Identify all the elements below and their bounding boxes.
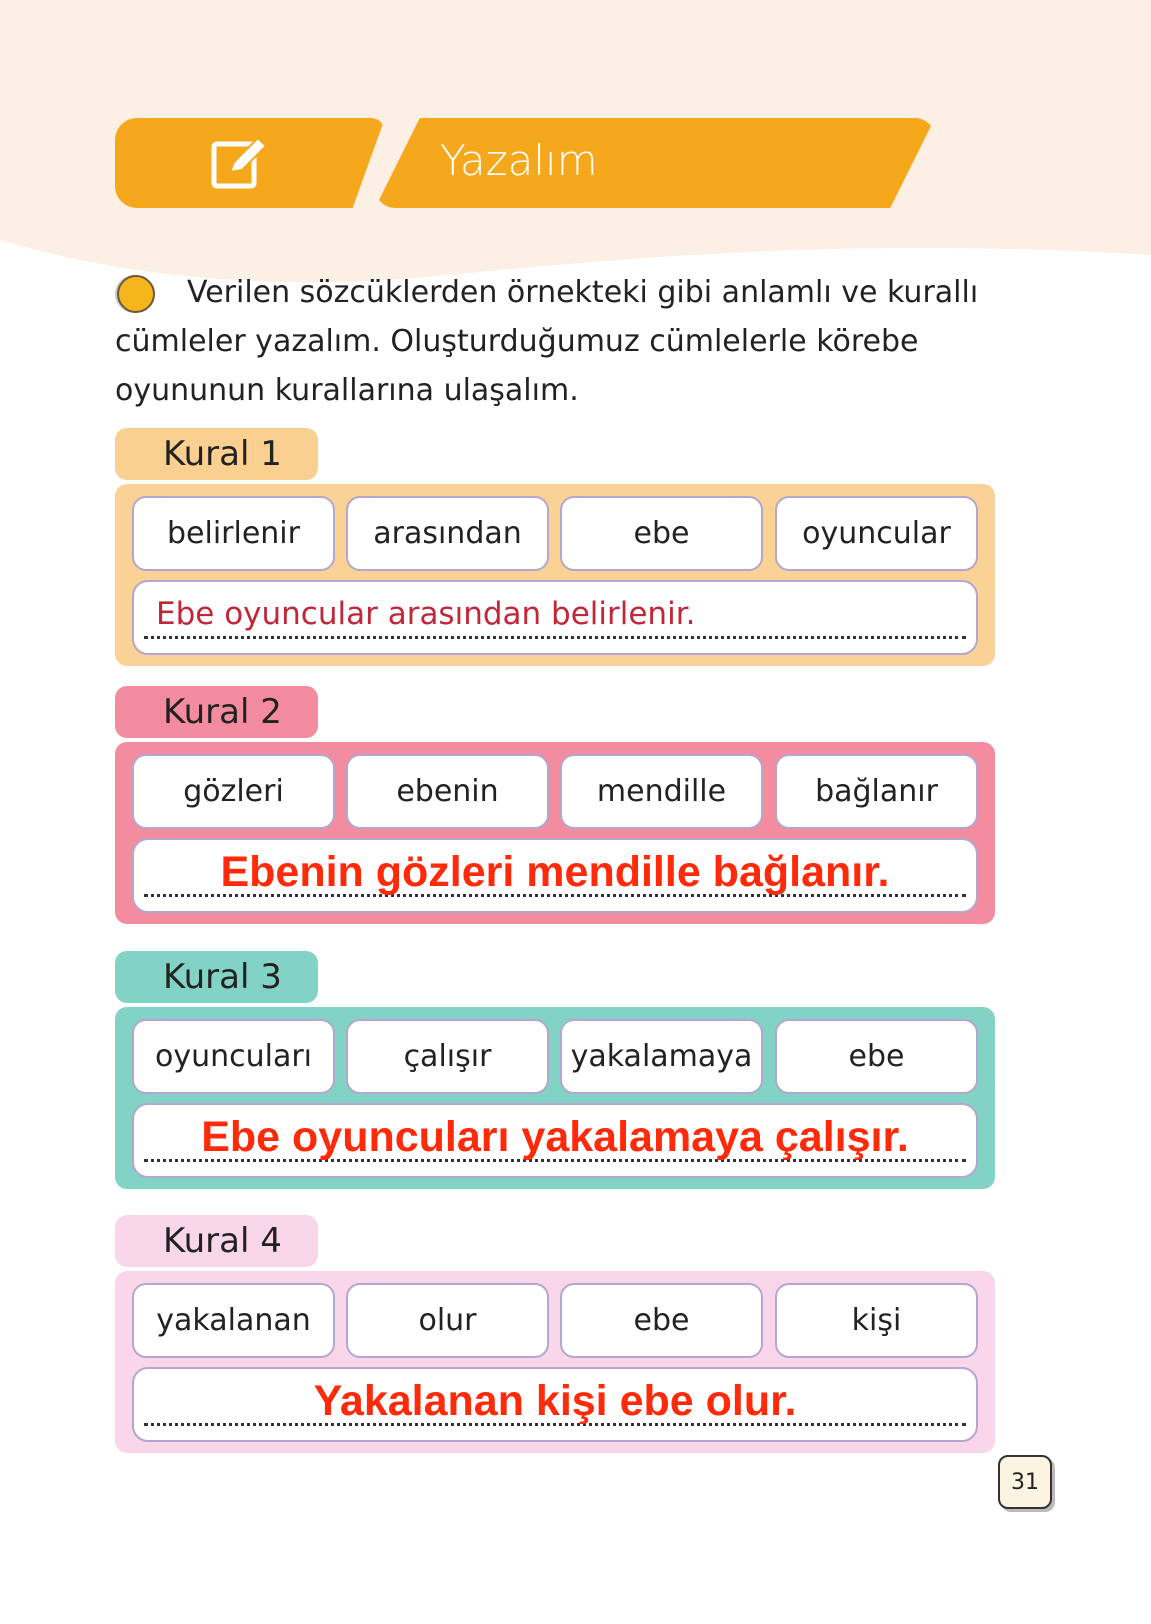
- word-card: belirlenir: [132, 496, 335, 571]
- dotted-line: [144, 636, 966, 639]
- word-card: ebe: [775, 1019, 978, 1094]
- edit-icon: [210, 132, 270, 192]
- rule-label: Kural 2: [115, 686, 318, 738]
- word-card: kişi: [775, 1283, 978, 1358]
- instruction-text: Verilen sözcüklerden örnekteki gibi anlamlı ve kurallı cümleler yazalım. Oluşturduğumuz cümlelerle körebe oyununun kurallarına ulaşalım.: [115, 275, 979, 408]
- word-card: çalışır: [346, 1019, 549, 1094]
- page-number: 31: [998, 1455, 1052, 1509]
- word-card: gözleri: [132, 754, 335, 829]
- section-title: Yazalım: [440, 136, 598, 185]
- answer-text: Ebe oyuncuları yakalamaya çalışır.: [201, 1113, 909, 1161]
- word-card: oyuncuları: [132, 1019, 335, 1094]
- rule-label: Kural 1: [115, 428, 318, 480]
- word-card: yakalanan: [132, 1283, 335, 1358]
- rule-panel: [115, 1007, 995, 1189]
- word-card: arasından: [346, 496, 549, 571]
- answer-field[interactable]: [132, 1103, 978, 1178]
- rule-panel: [115, 742, 995, 924]
- answer-field[interactable]: [132, 1367, 978, 1442]
- rule-label: Kural 4: [115, 1215, 318, 1267]
- answer-field[interactable]: [132, 580, 978, 655]
- word-card: ebe: [560, 1283, 763, 1358]
- answer-field[interactable]: [132, 838, 978, 913]
- word-card: ebenin: [346, 754, 549, 829]
- rule-panel: [115, 1271, 995, 1453]
- rule-label: Kural 3: [115, 951, 318, 1003]
- rule-panel: [115, 484, 995, 666]
- word-card: ebe: [560, 496, 763, 571]
- word-card: oyuncular: [775, 496, 978, 571]
- word-card: bağlanır: [775, 754, 978, 829]
- word-card: olur: [346, 1283, 549, 1358]
- answer-text: Yakalanan kişi ebe olur.: [313, 1377, 797, 1425]
- answer-text: Ebenin gözleri mendille bağlanır.: [220, 848, 890, 896]
- answer-text: Ebe oyuncular arasından belirlenir.: [156, 596, 696, 632]
- word-card: mendille: [560, 754, 763, 829]
- word-card: yakalamaya: [560, 1019, 763, 1094]
